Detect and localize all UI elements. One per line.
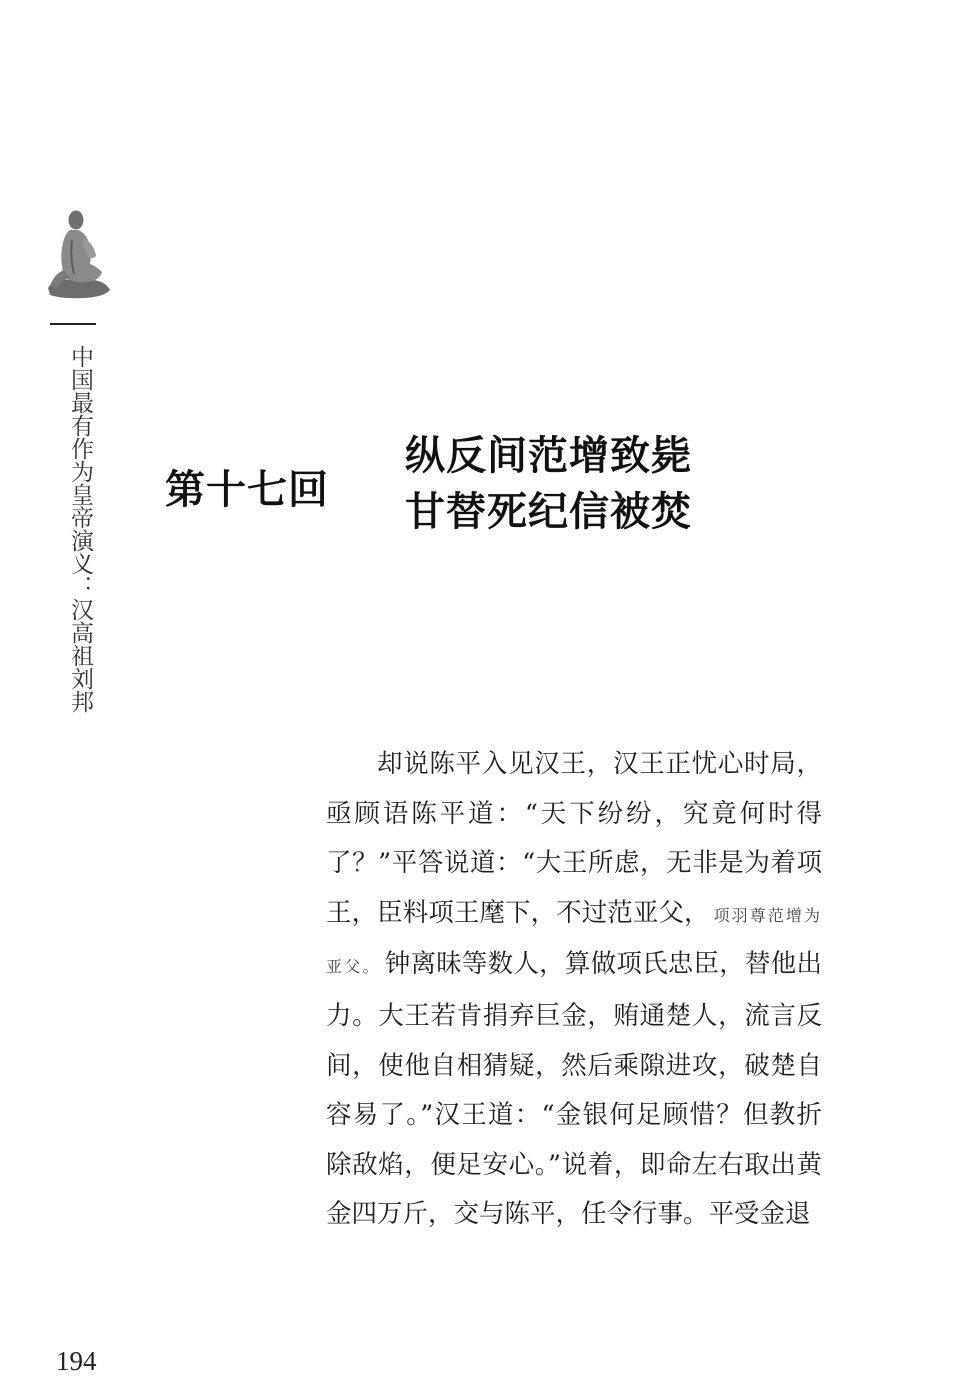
chapter-title (405, 428, 692, 540)
body-text-part-1: 却说陈平入见汉王，汉王正忧心时局，亟顾语陈平道：“天下纷纷，究竟何时得了？”平答说道：“大王所虑，无非是为着项王，臣料项王麾下，不过范亚父， (326, 749, 822, 928)
running-header-series-title: 中国最有作为皇帝演义：汉高祖刘邦 (67, 345, 93, 713)
page-number: 194 (56, 1346, 97, 1376)
seated-statue-icon (44, 200, 114, 302)
chapter-number: 第十七回 (165, 466, 329, 513)
annotation-note: 项羽尊范增为亚父。 (326, 905, 822, 977)
body-text (326, 740, 822, 1240)
body-text-part-2: 钟离昧等数人，算做项氏忠臣，替他出力。大王若肯捐弃巨金，贿通楚人，流言反间，使他自相猜疑，然后乘隙进攻，破楚自容易了。”汉王道：“金银何足顾惜？但教折除敌焰，便足安心。”说着，即命左右取出黄金四万斤，交与陈平，任令行事。平受金退 (326, 949, 822, 1230)
chapter-title-line-2: 甘替死纪信被焚 (405, 488, 692, 535)
body-paragraph (326, 740, 822, 1240)
side-rule-divider (50, 323, 96, 325)
chapter-title-line-1: 纵反间范增致毙 (405, 432, 692, 479)
